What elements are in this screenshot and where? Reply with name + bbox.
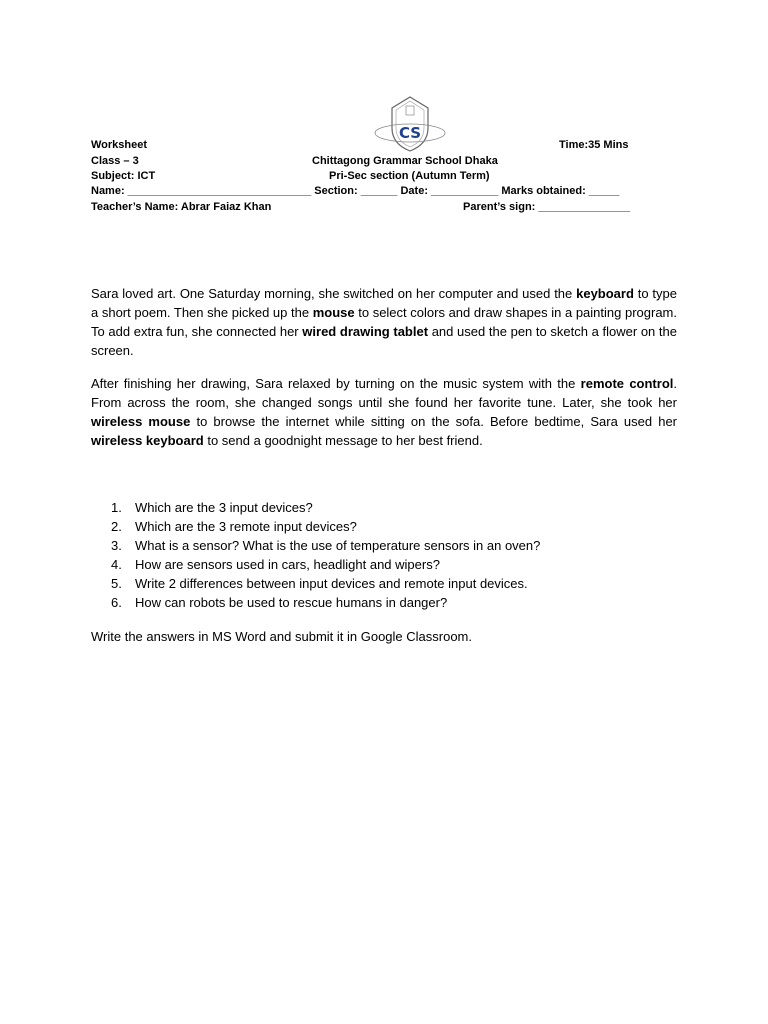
- question-item: [91, 556, 651, 575]
- time-limit: Time:35 Mins: [559, 139, 629, 151]
- logo-initials: CS: [398, 124, 422, 142]
- question-text: Write 2 differences between input devices and remote input devices.: [135, 575, 528, 591]
- school-name: Chittagong Grammar School Dhaka: [312, 155, 498, 167]
- question-text: How are sensors used in cars, headlight and wipers?: [135, 556, 440, 572]
- story-paragraph-2: After finishing her drawing, Sara relaxed by turning on the music system with the remote control. From across the room, she changed songs until she found her favorite tune. Later, she took her wireless mouse to browse the internet while sitting on the sofa. Before bedtime, Sara used her wireless keyboard to send a goodnight message to her best friend.: [91, 376, 678, 448]
- question-number: 2.: [111, 518, 122, 534]
- question-item: [91, 575, 651, 594]
- term-wireless-mouse: wireless mouse: [91, 414, 191, 429]
- question-text: Which are the 3 remote input devices?: [135, 518, 357, 534]
- question-item: [91, 537, 651, 556]
- subject-label: Subject: ICT: [91, 170, 156, 182]
- question-text: What is a sensor? What is the use of temperature sensors in an oven?: [135, 537, 541, 553]
- teacher-name: Teacher’s Name: Abrar Faiaz Khan: [91, 201, 272, 213]
- term-keyboard: keyboard: [576, 286, 634, 301]
- question-number: 4.: [111, 556, 122, 572]
- name-section-date-marks-line: Name: ______________________________ Section: ______ Date: ___________ Marks obtained: _____: [91, 185, 620, 197]
- question-number: 6.: [111, 594, 122, 610]
- question-item: [91, 499, 651, 518]
- submission-instruction: Write the answers in MS Word and submit it in Google Classroom.: [91, 629, 472, 644]
- question-item: [91, 518, 651, 537]
- school-logo: [372, 94, 448, 154]
- term-remote-control: remote control: [580, 376, 674, 391]
- question-number: 1.: [111, 500, 122, 515]
- term-mouse: mouse: [312, 305, 355, 320]
- worksheet-label: Worksheet: [91, 139, 148, 151]
- question-item: [91, 594, 651, 613]
- question-list: [91, 499, 651, 612]
- class-label: Class – 3: [91, 155, 139, 167]
- parent-sign: Parent’s sign: _______________: [463, 201, 631, 213]
- term-wired-drawing-tablet: wired drawing tablet: [302, 324, 429, 339]
- question-number: 3.: [111, 537, 122, 553]
- section-term: Pri-Sec section (Autumn Term): [329, 170, 490, 182]
- question-number: 5.: [111, 575, 122, 591]
- question-text: How can robots be used to rescue humans in danger?: [135, 594, 448, 610]
- question-text: Which are the 3 input devices?: [135, 500, 313, 515]
- story-paragraph-1: Sara loved art. One Saturday morning, she switched on her computer and used the keyboard to type a short poem. Then she picked up the mouse to select colors and draw shapes in a painting program. To add extra fun, she connected her wired drawing tablet and used the pen to sketch a flower on the screen.: [91, 286, 678, 358]
- term-wireless-keyboard: wireless keyboard: [91, 433, 204, 448]
